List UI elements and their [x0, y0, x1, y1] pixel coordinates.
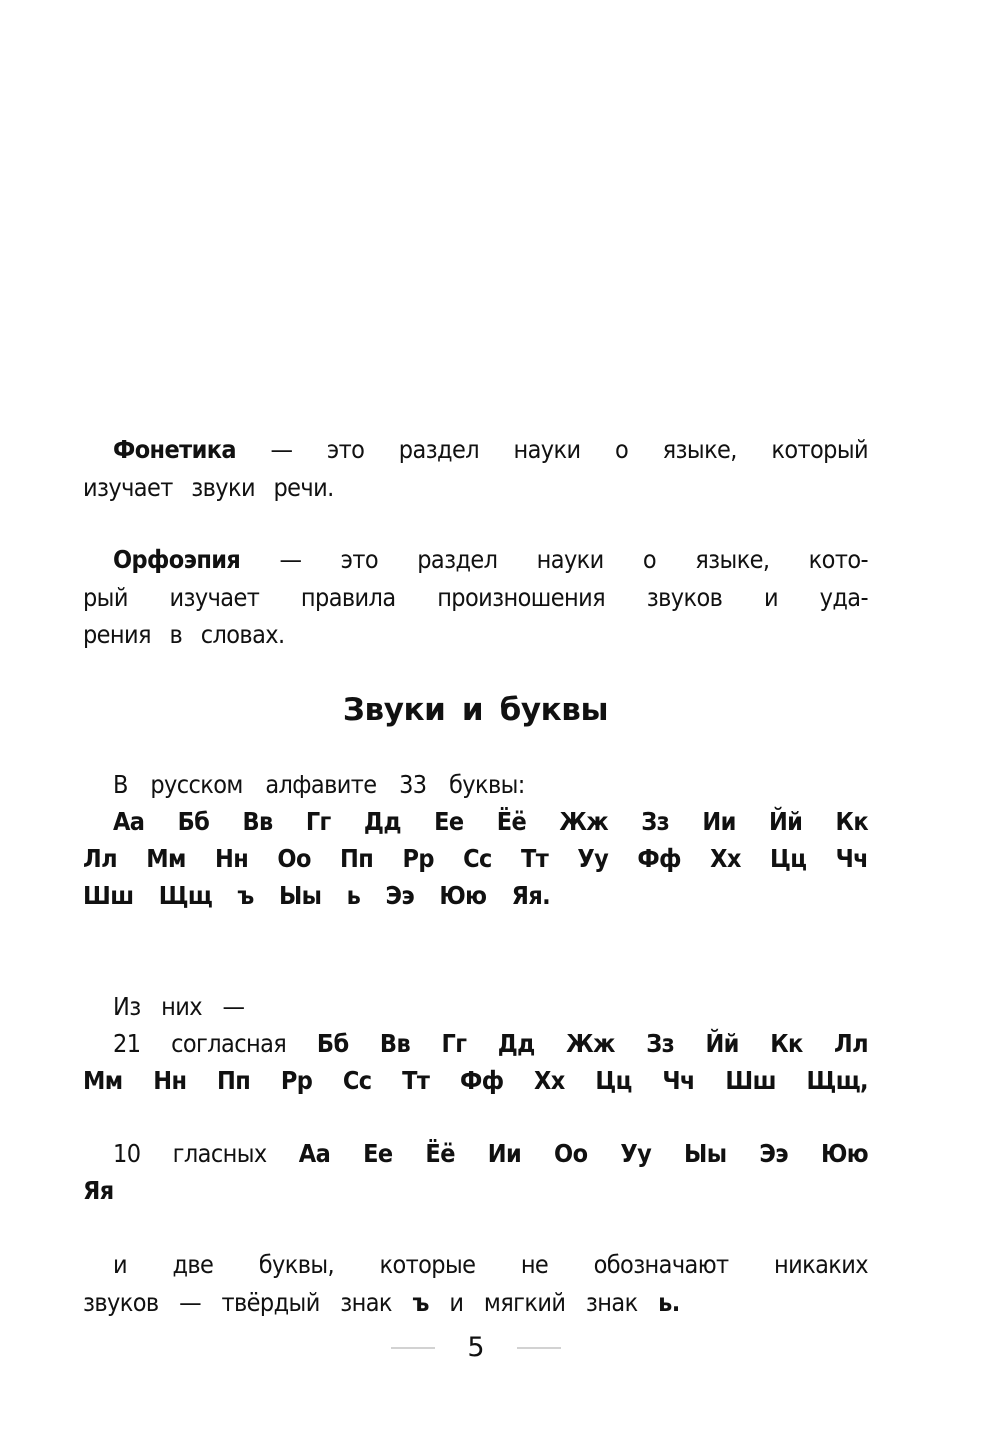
signs-text-b: и мягкий знак: [449, 1288, 638, 1317]
consonants-letters-1: Бб Вв Гг Дд Жж Зз Йй Кк Лл: [316, 1029, 869, 1058]
page-number-footer: [391, 1330, 561, 1366]
alphabet-row-3: Шш Щщ ъ Ыы ь Ээ Юю Яя.: [83, 881, 551, 910]
orthoepy-definition-line-3: рения в словах.: [83, 620, 285, 649]
phonetics-definition-line-1: [83, 431, 868, 468]
phonetics-definition-line-2: изучает звуки речи.: [83, 473, 334, 502]
consonants-row-1: [83, 1025, 868, 1062]
orthoepy-definition-text: — это раздел науки о языке, кото-: [279, 545, 869, 574]
consonants-intro: Из них —: [113, 992, 245, 1021]
section-heading: Звуки и буквы: [342, 692, 609, 728]
signs-line-2: [83, 1284, 868, 1321]
book-page: [83, 0, 868, 1447]
alphabet-row-2: Лл Мм Нн Оо Пп Рр Сс Тт Уу Фф Хх Цц Чч: [83, 844, 868, 873]
signs-text-a: звуков — твёрдый знак: [83, 1288, 392, 1317]
phonetics-term: Фонетика: [113, 435, 236, 464]
phonetics-definition-text: — это раздел науки о языке, который: [270, 435, 868, 464]
orthoepy-definition-line-1: [83, 541, 868, 578]
page-number: 5: [467, 1332, 485, 1363]
folio-rule-right: [517, 1347, 561, 1349]
soft-sign: ь.: [658, 1288, 680, 1317]
vowels-label: 10 гласных: [113, 1139, 267, 1168]
alphabet-row-1: Аа Бб Вв Гг Дд Ее Ёё Жж Зз Ии Йй Кк: [113, 807, 868, 836]
signs-line-1: и две буквы, которые не обозначают никаких: [113, 1250, 868, 1279]
orthoepy-term: Орфоэпия: [113, 545, 241, 574]
vowels-row-2: Яя: [83, 1176, 114, 1205]
vowels-row-1: [83, 1135, 868, 1172]
orthoepy-definition-line-2: рый изучает правила произношения звуков и уда-: [83, 583, 868, 612]
alphabet-intro: В русском алфавите 33 буквы:: [113, 770, 525, 799]
hard-sign: ъ: [412, 1288, 429, 1317]
vowels-letters-1: Аа Ее Ёё Ии Оо Уу Ыы Ээ Юю: [298, 1139, 869, 1168]
folio-rule-left: [391, 1347, 435, 1349]
consonants-label: 21 согласная: [113, 1029, 287, 1058]
consonants-row-2: Мм Нн Пп Рр Сс Тт Фф Хх Цц Чч Шш Щщ,: [83, 1066, 868, 1095]
